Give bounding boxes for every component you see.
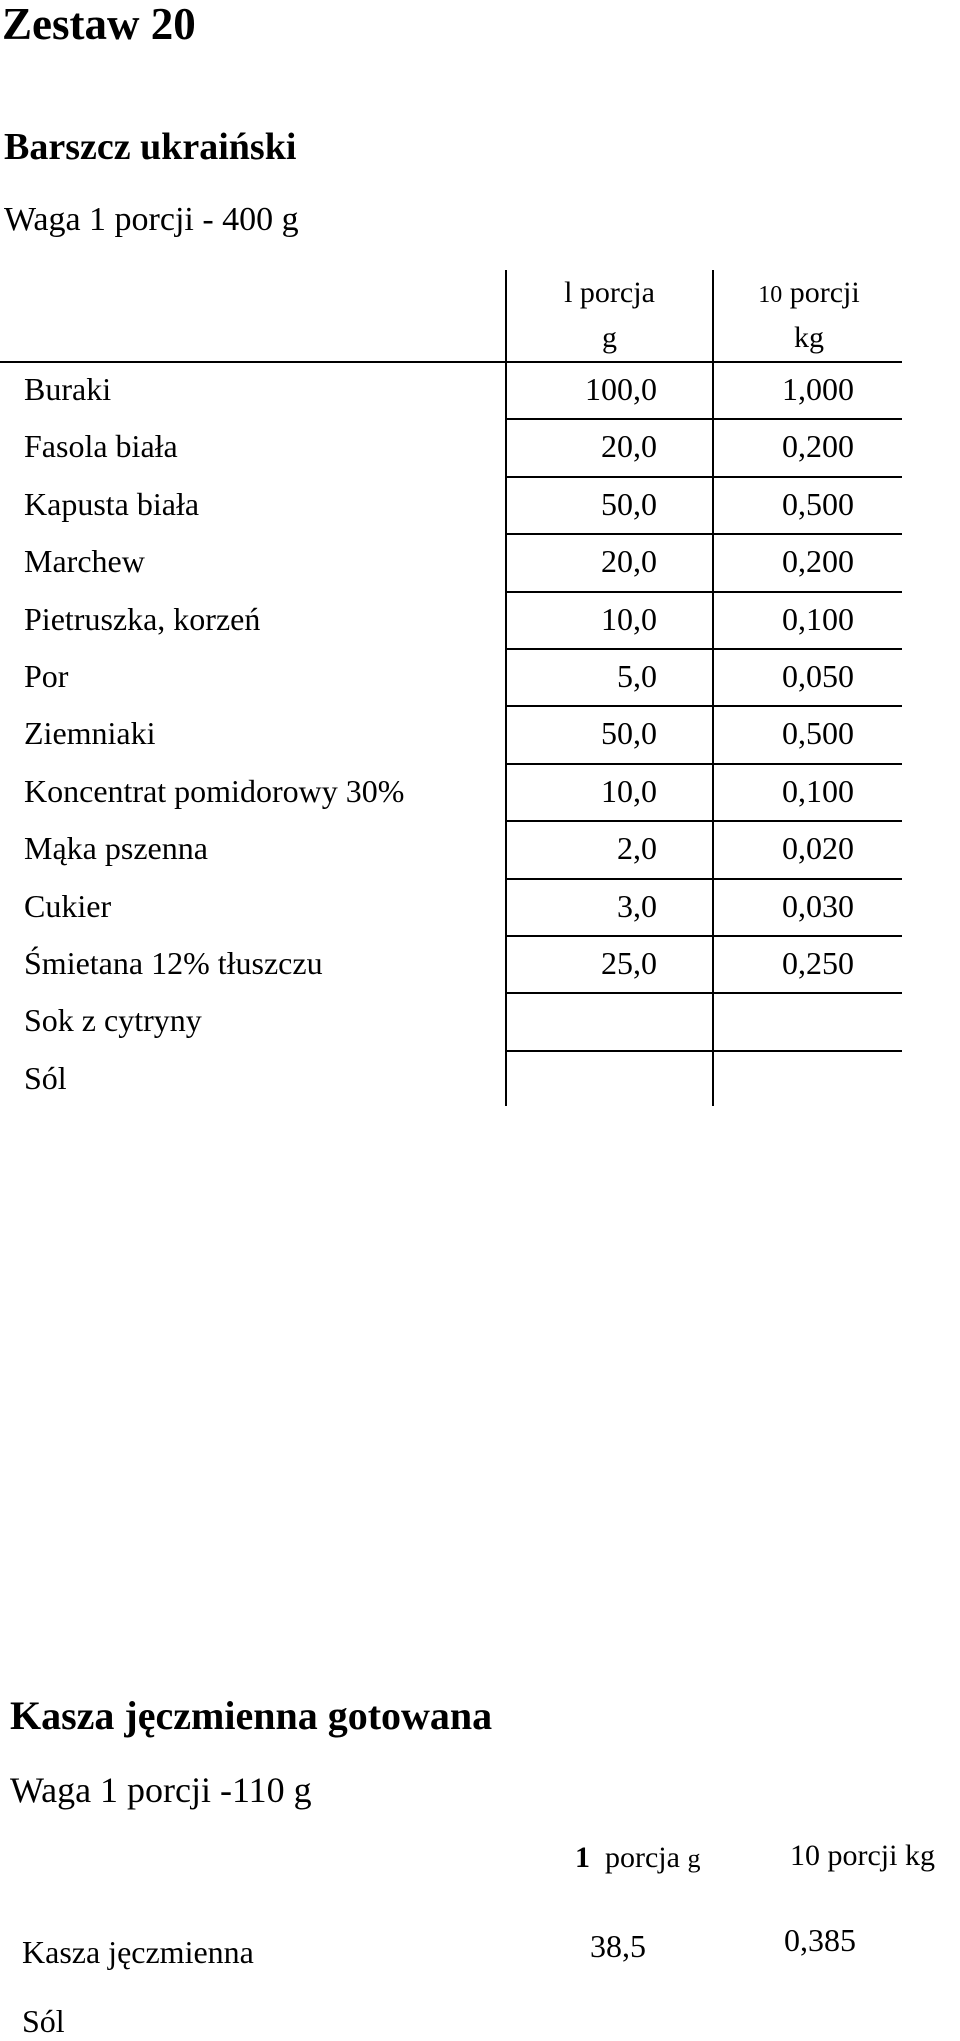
- amount-10-portions: 0,385: [784, 1922, 856, 1958]
- grid-line: [505, 935, 902, 937]
- ingredient-name: Sok z cytryny: [24, 1002, 202, 1039]
- grid-line: [505, 1050, 902, 1052]
- ingredient-name: Cukier: [24, 887, 112, 924]
- recipe-1-weight: Waga 1 porcji - 400 g: [4, 201, 299, 238]
- ingredient-name: Sól: [22, 2003, 65, 2039]
- amount-10-portions: 1,000: [782, 371, 854, 407]
- amount-1-portion: 2,0: [617, 830, 657, 867]
- col-header-1-portion: l porcja: [564, 276, 655, 309]
- ingredient-name: Marchew: [24, 543, 145, 580]
- grid-line: [505, 705, 902, 707]
- grid-line: [505, 878, 902, 880]
- ingredient-name: Buraki: [24, 371, 112, 407]
- ingredient-name: Fasola biała: [24, 428, 178, 465]
- col-header-10-portions: 10 porcji kg: [790, 1839, 935, 1872]
- amount-1-portion: 25,0: [601, 945, 657, 981]
- grid-line: [505, 763, 902, 765]
- ingredient-name: Kapusta biała: [24, 485, 200, 522]
- ingredient-name: Por: [24, 658, 69, 694]
- amount-10-portions: 0,500: [782, 485, 854, 522]
- set-title: Zestaw 20: [2, 0, 196, 49]
- grid-line: [505, 476, 902, 478]
- ingredient-name: Ziemniaki: [24, 715, 156, 752]
- grid-line: [505, 648, 902, 650]
- grid-line: [505, 591, 902, 593]
- ingredient-name: Mąka pszenna: [24, 830, 208, 867]
- amount-10-portions: 0,100: [782, 600, 854, 637]
- ingredient-name: Sól: [24, 1059, 67, 1096]
- col-header-10-portions-unit: kg: [794, 321, 824, 354]
- amount-10-portions: 0,250: [782, 945, 854, 981]
- ingredient-name: Pietruszka, korzeń: [24, 600, 261, 637]
- ingredient-name: Kasza jęczmienna: [22, 1934, 254, 1970]
- amount-10-portions: 0,200: [782, 543, 854, 580]
- amount-1-portion: 10,0: [601, 772, 657, 809]
- grid-line: [505, 418, 902, 420]
- amount-1-portion: 50,0: [601, 485, 657, 522]
- ingredient-name: Śmietana 12% tłuszczu: [24, 945, 323, 981]
- col-header-10-portions: 10 porcji: [758, 276, 860, 309]
- amount-1-portion: 38,5: [590, 1928, 646, 1964]
- amount-1-portion: 20,0: [601, 543, 657, 580]
- amount-10-portions: 0,200: [782, 428, 854, 465]
- amount-10-portions: 0,030: [782, 887, 854, 924]
- amount-10-portions: 0,050: [782, 658, 854, 694]
- ingredient-name: Koncentrat pomidorowy 30%: [24, 772, 405, 809]
- grid-line: [505, 533, 902, 535]
- amount-1-portion: 50,0: [601, 715, 657, 752]
- col-header-1-portion: 1 porcja g: [575, 1841, 701, 1874]
- recipe-2-title: Kasza jęczmienna gotowana: [10, 1693, 493, 1738]
- amount-10-portions: 0,500: [782, 715, 854, 752]
- amount-1-portion: 3,0: [617, 887, 657, 924]
- amount-1-portion: 20,0: [601, 428, 657, 465]
- amount-1-portion: 10,0: [601, 600, 657, 637]
- recipe-2-weight: Waga 1 porcji -110 g: [10, 1770, 312, 1810]
- grid-line: [505, 820, 902, 822]
- col-header-1-portion-unit: g: [602, 321, 617, 354]
- amount-1-portion: 5,0: [617, 658, 657, 694]
- amount-10-portions: 0,100: [782, 772, 854, 809]
- grid-line: [505, 992, 902, 994]
- grid-line: [0, 361, 902, 363]
- amount-1-portion: 100,0: [585, 371, 657, 407]
- recipe-1-title: Barszcz ukraiński: [4, 126, 297, 168]
- amount-10-portions: 0,020: [782, 830, 854, 867]
